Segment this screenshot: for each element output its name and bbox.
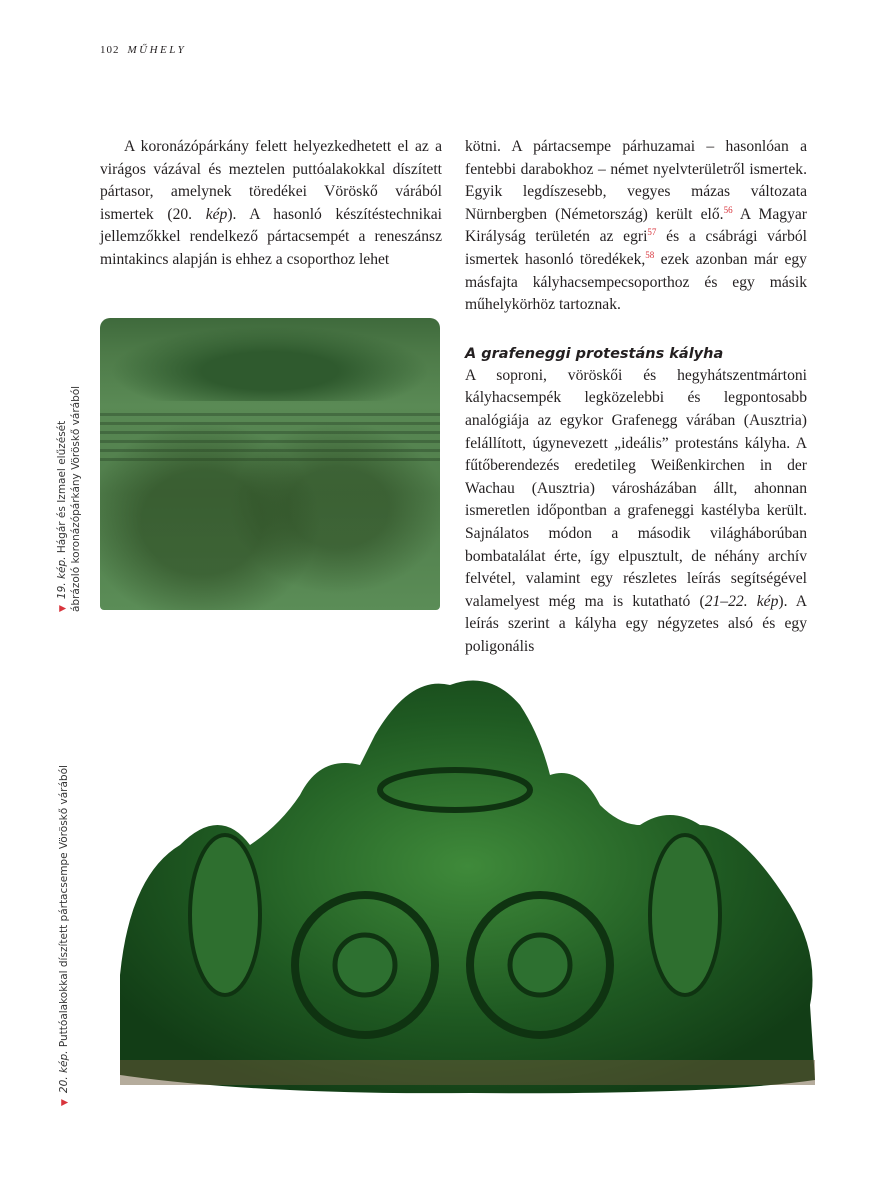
- figure-20-image-cresting-tile: [110, 675, 830, 1100]
- text: ). A hasonló készítéstechnikai jellemzőkkel rendelkező pártacsempét a reneszánsz mintakincs alapján is ehhez a csoporthoz lehet: [100, 205, 442, 268]
- text: A koronázópárkány felett helyezkedhetett el az a virágos vázával és meztelen puttóalakokkal díszített pártasor, amelynek töredékei Vöröskő várából ismertek (: [100, 138, 442, 223]
- caption-number: 19. kép.: [56, 556, 68, 600]
- caption-marker-icon: ▼: [60, 1099, 70, 1106]
- footnote-58[interactable]: 58: [645, 249, 655, 260]
- figure-ref: 20.: [172, 205, 206, 223]
- paragraph: [465, 365, 807, 659]
- putto-left: [190, 835, 260, 995]
- text: A Magyar Királyság területén az egri: [465, 205, 807, 246]
- caption-text: Hágár és Izmael elűzését: [56, 420, 68, 557]
- caption-text: Puttóalakokkal díszített pártacsempe Vöröskő várából: [58, 765, 70, 1051]
- page-number: 102: [100, 44, 120, 56]
- text: A soproni, vöröskői és hegyhátszentmártoni kályhacsempék legközelebbi és legpontosabb analógiája az egykor Grafenegg várában (Ausztria) felállított, úgynevezett „ideális” protestáns kályha. A fűtőberendezés eredetileg Weißenkirchen in der Wachau (Ausztria) városházában állt, ahonnan ismeretlen időpontban a grafeneggi kastélyba került. Sajnálatos módon a második világháborúban bombatalálat érte, így elpusztult, de néhány archív felvétel, valamint egy részletes leírás segítségével valamelyest még ma is kutatható (: [465, 366, 807, 610]
- section-heading: A grafeneggi protestáns kályha: [465, 345, 724, 362]
- footnote-57[interactable]: 57: [647, 227, 657, 238]
- caption-marker-icon: ▼: [58, 605, 68, 612]
- figure-ref-label: kép: [205, 205, 228, 223]
- running-header: [100, 44, 186, 56]
- footnote-56[interactable]: 56: [723, 204, 733, 215]
- tile-cornice: [110, 326, 430, 401]
- right-column: [465, 136, 807, 658]
- text: kötni. A pártacsempe párhuzamai – hasonlóan a fentebbi darabokhoz – német nyelvterületről ismertek. Egyik legdíszesebb, vegyes mázas változata Nürnbergben (Németország) került elő.: [465, 138, 807, 223]
- figure-19-caption: [56, 386, 83, 612]
- text: ). A leírás szerint a kályha egy négyzetes alsó és egy poligonális: [465, 592, 808, 655]
- figure-20-caption: [58, 765, 72, 1106]
- caption-text: ábrázoló koronázópárkány Vöröskő várából: [70, 385, 82, 612]
- text: és a csábrági várból ismertek hasonló töredékek,: [465, 228, 808, 268]
- section-title: MŰHELY: [127, 44, 187, 56]
- figure-ref: 21–22. kép: [704, 592, 779, 610]
- caption-number: 20. kép.: [58, 1050, 70, 1094]
- paragraph: [100, 136, 442, 272]
- left-column: [100, 136, 442, 272]
- text: ezek azonban már egy másfajta kályhacsempecsoporthoz és egy másik műhelykörhöz tartoznak.: [465, 250, 807, 314]
- paragraph: [465, 136, 807, 317]
- putto-right: [650, 835, 720, 995]
- figure-19-image-crowning-cornice-tile: [100, 318, 440, 610]
